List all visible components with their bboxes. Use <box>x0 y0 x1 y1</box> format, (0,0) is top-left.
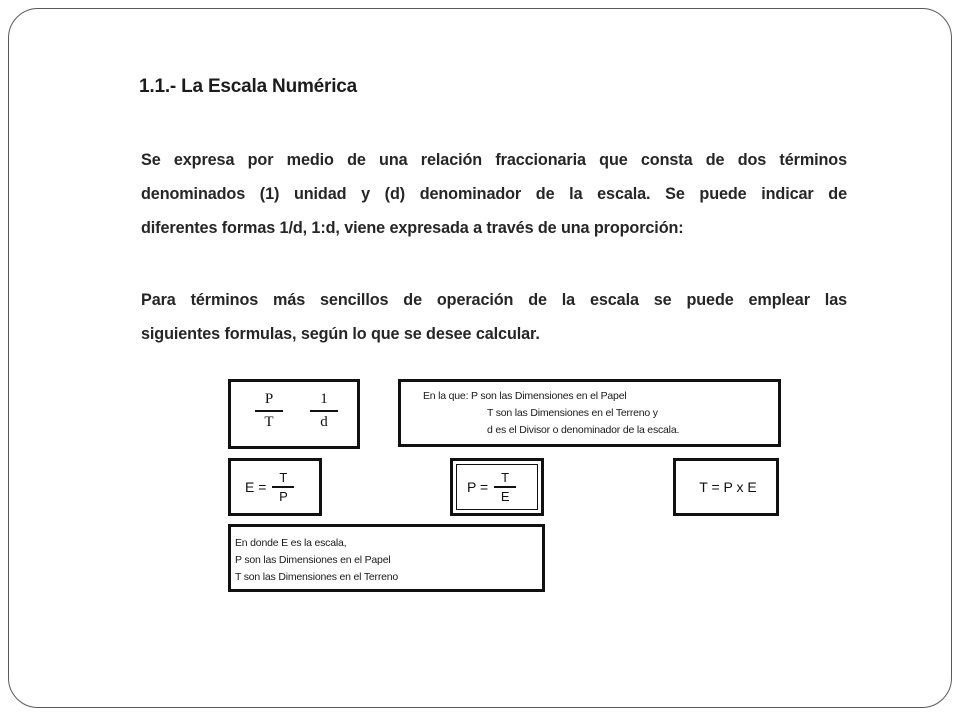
where-box <box>228 524 545 592</box>
paragraph-definition <box>141 143 847 245</box>
formula-lhs: E = <box>245 479 267 495</box>
fraction-denominator: P <box>279 488 288 504</box>
fraction-denominator: d <box>320 413 328 430</box>
formula-lhs: P = <box>467 479 489 495</box>
where-line: En donde E es la escala, <box>235 537 347 549</box>
fraction-numerator: P <box>264 391 274 407</box>
fraction-numerator: 1 <box>320 391 328 407</box>
definition-line: T son las Dimensiones en el Terreno y <box>487 407 658 419</box>
fraction-p-over-t <box>255 391 283 431</box>
scale-formula-box <box>228 458 322 516</box>
paper-formula <box>467 461 516 513</box>
where-line: T son las Dimensiones en el Terreno <box>235 571 399 583</box>
definition-line: En la que: P son las Dimensiones en el Papel <box>423 390 627 402</box>
definition-line: d es el Divisor o denominador de la escala. <box>487 424 680 436</box>
terrain-formula-box <box>673 458 779 516</box>
definitions-box <box>398 379 781 447</box>
section-heading: 1.1.- La Escala Numérica <box>139 76 358 97</box>
fraction-bar <box>272 486 294 488</box>
fraction-bar <box>255 410 283 412</box>
fraction-bar <box>310 410 338 412</box>
paragraph-line: denominados (1) unidad y (d) denominador de la escala. Se puede indicar de <box>141 185 847 203</box>
terrain-formula: T = P x E <box>699 479 757 495</box>
paragraph-line: diferentes formas 1/d, 1:d, viene expresada a través de una proporción: <box>141 219 684 237</box>
paragraph-line: siguientes formulas, según lo que se desee calcular. <box>141 325 540 343</box>
paragraph-line: Se expresa por medio de una relación fraccionaria que consta de dos términos <box>141 151 847 169</box>
formula-fraction <box>272 470 294 504</box>
paragraph-line: Para términos más sencillos de operación de la escala se puede emplear las <box>141 291 847 309</box>
paragraph-formulas-intro <box>141 283 847 351</box>
where-line: P son las Dimensiones en el Papel <box>235 554 391 566</box>
fraction-numerator: T <box>279 470 288 486</box>
fraction-denominator: E <box>500 488 510 504</box>
scale-formula <box>245 461 294 513</box>
fraction-numerator: T <box>501 470 510 486</box>
fraction-denominator: T <box>264 413 274 430</box>
fraction-1-over-d <box>310 391 338 431</box>
fraction-bar <box>494 486 516 488</box>
proportion-box <box>228 379 360 449</box>
formula-fraction <box>494 470 516 504</box>
paper-formula-box <box>450 458 544 516</box>
